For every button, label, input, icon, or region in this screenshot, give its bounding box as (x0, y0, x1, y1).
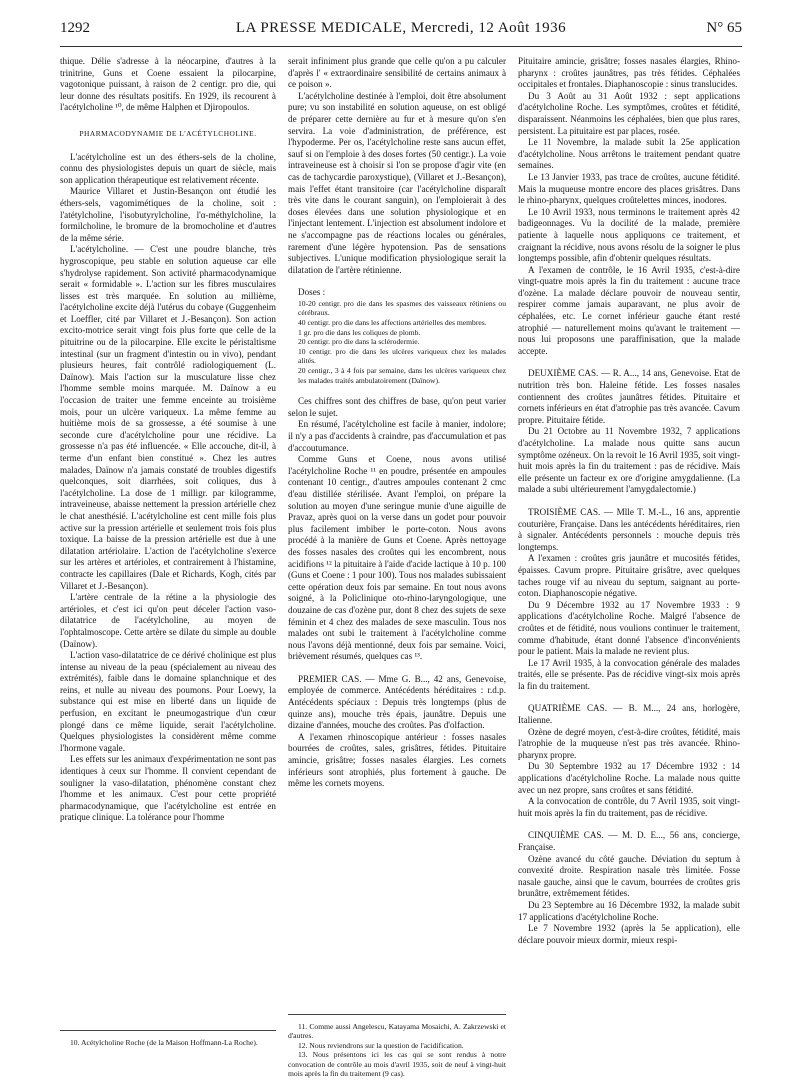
dose-item: 40 centigr. pro die dans les affections artérielles des membres. (298, 318, 487, 328)
paragraph: A la convocation de contrôle, du 7 Avril 1935, soit vingt-huit mois après la fin du traitement, pas de récidive. (518, 796, 740, 818)
doses-label: Doses : (298, 287, 326, 298)
journal-title: LA PRESSE MEDICALE, Mercredi, 12 Août 1936 (235, 20, 567, 36)
paragraph: En résumé, l'acétylcholine est facile à manier, indolore; il n'y a pas d'accidents à craindre, pas d'accumulation et pas d'accoutumance. (288, 419, 506, 453)
dose-item: 1 gr. pro die dans les coliques de plomb. (298, 327, 421, 337)
footnote: 12. Nous reviendrons sur la question de l'acidification. (298, 1040, 464, 1050)
paragraph: L'acétylcholine. — C'est une poudre blanche, très hygroscopique, peu stable en solution aqueuse car elle s'hydrolyse rapidement. Son activité pharmacodynamique serait « formidable ». L'action sur les fibres musculaires lisses est très marquée. En solution au millième, l'acétylcholine excite déjà l'utérus du cobaye (Guggenheim et Loeffler, cité par Villaret et J.-Besançon). Son action excito-motrice serait vingt fois plus forte que celle de la pituitrine ou de la pilocarpine. Elle excite le péristaltisme intestinal (sur un fragment d'intestin ou in vivo), pendant plusieurs heures, fait contrôlé radiologiquement (L. Daïnow). Mais l'action sur la musculature lisse chez l'homme semble moins marquée. M. Daïnow a eu l'occasion de traiter une femme enceinte au troisième mois, pour un ulcère variqueux. La même femme au huitième mois de sa grossesse, a été soumise à une seconde cure d'acétylcholine pour une récidive. La grossesse n'a pas été influencée. « Elle accouche, dit-il, à terme d'un enfant bien constitué ». Chez les autres malades, Daïnow n'a jamais constaté de troubles digestifs quelconques, soit diarrhées, soit coliques, dus à l'acétylcholine. La dose de 1 milligr. par kilogramme, intraveineuse, abaisse nettement la pression artérielle chez le chat anesthésié. L'acétylcholine est cent mille fois plus active sur la pression artérielle et seulement trois fois plus toxique. La baisse de la pression artérielle est due à une dilatation artériolaire. L'action de l'acétylcholine s'exerce sur les artères et artérioles, et contrairement à l'histamine, contracte les capillaires (Dale et Richards, Kogh, cités par Villaret et J.-Besançon). (60, 244, 276, 591)
paragraph: Du 9 Décembre 1932 au 17 Novembre 1933 : 9 applications d'acétylcholine Roche. Malgré l'absence de croûtes et de fétidité, nous voulions continuer le traitement, comme d'habitude, étant donné l'absence d'inconvénients pour le patient. Mais la malade ne revient plus. (518, 599, 740, 657)
dose-item: 10 centigr. pro die dans les ulcères variqueux chez les malades alités. (298, 346, 506, 366)
page-number: 1292 (60, 20, 90, 36)
footnote: 13. Nous présentons ici les cas qui se sont rendus à notre convocation de contrôle au mois d'avril 1935, soit de neuf à vingt-huit mois après la fin du traitement (9 cas). (288, 1050, 506, 1079)
footnotes-col1 (60, 1038, 276, 1047)
paragraph: A l'examen de contrôle, le 16 Avril 1935, c'est-à-dire vingt-quatre mois après la fin du traitement : aucune trace d'ozène. La malade déclare pouvoir de nouveau sentir, respirer comme jamais auparavant, ne plus avoir de céphalées, etc. Le cornet inférieur gauche étant resté atrophié — naturellement moins qu'avant le traitement — nous lui proposons une paraffinisation, que la malade accepte. (518, 264, 740, 356)
case-paragraph: QUATRIÈME CAS. — B. M..., 24 ans, horlogère, Italienne. (518, 703, 740, 726)
column-1 (60, 56, 276, 824)
dose-item: 20 centigr. pro die dans la sclérodermie. (298, 337, 420, 347)
paragraph: Du 23 Septembre au 16 Décembre 1932, la malade subit 17 applications d'acétylcholine Roche. (518, 899, 740, 922)
paragraph: Le 10 Avril 1933, nous terminons le traitement après 42 badigeonnages. Vu la docilité de la malade, première patiente à laquelle nous appliquons ce traitement, et craignant la récidive, nous avons résolu de la soigner le plus longtemps possible, afin d'obtenir quelques résultats. (518, 206, 740, 264)
paragraph: L'action vaso-dilatatrice de ce dérivé cholinique est plus intense au niveau de la peau (spécialement au niveau des extrémités), faible dans le domaine splanchnique et des reins, et nulle au niveau des poumons. Pour Loewy, la substance qui est mise en liberté dans un liquide de perfusion, en excitant le pneumogastrique d'un cœur plongé dans ce même liquide, serait l'acétylcholine. Quelques physiologistes la considèrent même comme l'hormone vagale. (60, 650, 276, 753)
paragraph: serait infiniment plus grande que celle qu'on a pu calculer d'après l' « extraordinaire sensibilité de certains animaux à ce poison ». (288, 56, 506, 90)
footnote-rule (60, 1030, 276, 1031)
paragraph: Le 11 Novembre, la malade subit la 25e application d'acétylcholine. Nous arrêtons le traitement pendant quatre semaines. (518, 137, 740, 171)
paragraph: A l'examen : croûtes gris jaunâtre et mucosités fétides, épaisses. Cavum propre. Pituitaire grisâtre, avec quelques taches rouge vif au niveau du septum, saignant au porte-coton. Diaphanoscopie négative. (518, 553, 740, 599)
paragraph: Ozène avancé du côté gauche. Déviation du septum à convexité droite. Respiration nasale très limitée. Fosse nasale gauche, ainsi que le cavum, bourrées de croûtes gris brunâtre, extrêmement fétides. (518, 853, 740, 899)
paragraph: Ozène de degré moyen, c'est-à-dire croûtes, fétidité, mais l'atrophie de la muqueuse n'est pas très avancée. Rhino-pharynx propre. (518, 726, 740, 760)
paragraph: Maurice Villaret et Justin-Besançon ont étudié les éthers-sels, vagomimétiques de la choline, soit : l'atétylcholine, l'isobutyrylcholine, l'α-méthylcholine, la formilcholine, le bromure de la bromocholine et d'autres de la même série. (60, 186, 276, 243)
dose-item: 20 centigr., 3 à 4 fois par semaine, dans les ulcères variqueux chez les malades traités ambulatoirement (Daïnow). (298, 366, 506, 385)
paragraph: Le 17 Avril 1935, à la convocation générale des malades traités, elle se présente. Pas de récidive vingt-six mois après la fin du traitement. (518, 657, 740, 691)
paragraph: Du 30 Septembre 1932 au 17 Décembre 1932 : 14 applications d'acétylcholine Roche. La malade nous quitte avec un nez propre, sans croûtes et sans fétidité. (518, 761, 740, 795)
running-header (60, 16, 742, 47)
footnote: 10. Acétylcholine Roche (de la Maison Hoffmann-La Roche). (70, 1038, 258, 1047)
section-heading: PHARMACODYNAMIE DE L'ACÉTYLCHOLINE. (79, 128, 257, 138)
paragraph: L'acétylcholine destinée à l'emploi, doit être absolument pure; vu son instabilité en solution aqueuse, on est obligé de préparer cette dernière au fur et à mesure qu'on s'en servira. La voie d'administration, de préférence, est l'hypoderme. Per os, l'acétylcholine reste sans aucun effet, sauf si on l'emploie à des doses fortes (50 centigr.). La voie intraveineuse est à choisir si l'on se propose d'agir vite (en cas de tachycardie paroxystique), (Villaret et J.-Besançon), mais l'effet étant transitoire (car l'acétylcholine disparaît très vite dans le courant sanguin), on l'emploierait à des doses élevées dans une solution physiologique et en l'injectant lentement. L'injection est absolument indolore et ne s'accompagne pas de réactions locales ou générales, rarement d'une légère hypotension. Pas de sensations subjectives. L'unique modification physiologique serait la dilatation de l'artère rétinienne. (288, 90, 506, 275)
issue-number: N° 65 (706, 20, 742, 36)
paragraph: Le 7 Novembre 1932 (après la 5e application), elle déclare pouvoir mieux dormir, mieux respi- (518, 923, 740, 945)
case-paragraph: CINQUIÈME CAS. — M. D. E..., 56 ans, concierge, Française. (518, 830, 740, 852)
paragraph: L'acétylcholine est un des éthers-sels de la choline, connu des physiologistes depuis un quart de siècle, mais son application thérapeutique est relativement récente. (60, 151, 276, 185)
footnote: 11. Comme aussi Angelescu, Katayama Mosaichi, A. Zakrzewski et d'autres. (288, 1022, 506, 1041)
paragraph: L'artère centrale de la rétine a la physiologie des artérioles, et c'est ici qu'on peut déceler l'action vaso-dilatatrice de l'acétylcholine, au moyen de l'ophtalmoscope. Cette artère se dilate du simple au double (Daïnow). (60, 592, 276, 649)
paragraph: Ces chiffres sont des chiffres de base, qu'on peut varier selon le sujet. (288, 396, 506, 418)
paragraph: Du 3 Août au 31 Août 1932 : sept applications d'acétylcholine Roche. Les symptômes, croûtes et fétidité, disparaissent. Néanmoins les céphalées, bien que plus rares, persistent. La pituitaire est par places, rosée. (518, 90, 740, 136)
doses-list (288, 299, 506, 385)
paragraph: thique. Délie s'adresse à la néocarpine, d'autres à la trinitrine, Guns et Coene essaient la pilocarpine, vagotonique puissant, à raison de 2 centigr. pro die, qui leur donne des résultats positifs. En 1929, ils recourent à l'acétylcholine ¹⁰, de même Halphen et Djiropoulos. (60, 56, 276, 113)
paragraph: Les effets sur les animaux d'expérimentation ne sont pas identiques à ceux sur l'homme. Il convient cependant de souligner la vaso-dilatation, phénomène constant chez l'homme et les animaux. C'est pour cette propriété pharmacodynamique, que l'acétylcholine est entrée en pratique clinique. La tolérance pour l'homme (60, 754, 276, 823)
dose-item: 10-20 centigr. pro die dans les spasmes des vaisseaux rétiniens ou cérébraux. (298, 298, 506, 318)
case-paragraph: DEUXIÈME CAS. — R. A..., 14 ans, Genevoise. Etat de nutrition très bon. Haleine fétide. Les fosses nasales contiennent des croûtes jaunâtres fétides. Pituitaire et cornets inférieurs en état d'atrophie pas très avancée. Cavum propre. Pituitaire fétide. (518, 368, 740, 425)
paragraph: Pituitaire amincie, grisâtre; fosses nasales élargies, Rhino-pharynx : croûtes jaunâtres, pas très fétides. Céphalées occipitales et frontales. Diaphanoscopie : sinus translucides. (518, 56, 740, 90)
column-2 (288, 56, 506, 790)
paragraph: Le 13 Janvier 1933, pas trace de croûtes, aucune fétidité. Mais la muqueuse montre encore des places grisâtres. Dans le rhino-pharynx, quelques croûtelettes minces, inodores. (518, 171, 740, 206)
footnotes-col2 (288, 1022, 506, 1078)
case-paragraph: PREMIER CAS. — Mme G. B..., 42 ans, Genevoise, employée de commerce. Antécédents héréditaires : r.d.p. Antécédents spéciaux : Depuis très longtemps (plus de quinze ans), mouche très épais, jaunâtre. Depuis une dizaine d'années, mouche des croûtes. Pas d'olfaction. (288, 673, 506, 731)
case-paragraph: TROISIÈME CAS. — Mlle T. M.-L., 16 ans, apprentie couturière, Française. Dans les antécédents héréditaires, rien à signaler. Antécédents personnels : mouche depuis très longtemps. (518, 506, 740, 552)
paragraph: A l'examen rhinoscopique antérieur : fosses nasales bourrées de croûtes, sales, grisâtres, fétides. Pituitaire amincie, grisâtre; fosses nasales élargies. Les cornets inférieurs sont atrophiés, plus fortement à gauche. De même les cornets moyens. (288, 731, 506, 789)
paragraph: Comme Guns et Coene, nous avons utilisé l'acétylcholine Roche ¹¹ en poudre, présentée en ampoules contenant 10 centigr., d'autres ampoules contenant 2 cmc d'eau distillée stérilisée. Avant l'emploi, on prépare la solution au moyen d'une seringue munie d'une aiguille de Pravaz, après quoi on la verse dans un godet pour pouvoir plus facilement imbiber le porte-coton. Nous avons procédé à la manière de Guns et Coene. Après nettoyage des fosses nasales des croûtes qui les encombrent, nous acidifions ¹² la pituitaire à l'aide d'acide lactique à 10 p. 100 (Guns et Coene : 1 pour 100). Tous nos malades subissaient cette opération deux fois par semaine. En tout nous avons soigné, à la Policlinique oto-rhino-laryngologique, une douzaine de cas d'ozène pur, dont 8 chez des sujets de sexe féminin et 4 chez des malades de sexe masculin. Tous nos malades ont subi le traitement à l'acétylcholine comme nous l'avons déjà mentionné, deux fois par semaine. Voici, brièvement résumés, quelques cas ¹³. (288, 454, 506, 662)
paragraph: Du 21 Octobre au 11 Novembre 1932, 7 applications d'acétylcholine. La malade nous quitte sans aucun symptôme ozéneux. On la revoit le 16 Avril 1935, soit vingt-huit mois après la fin du traitement : pas de récidive. Mais elle présente un facteur ex ore d'origine amygdalienne. (La malade a subi ultérieurement l'amygdalectomie.) (518, 426, 740, 495)
column-3 (518, 56, 740, 946)
footnote-rule (288, 1014, 506, 1015)
